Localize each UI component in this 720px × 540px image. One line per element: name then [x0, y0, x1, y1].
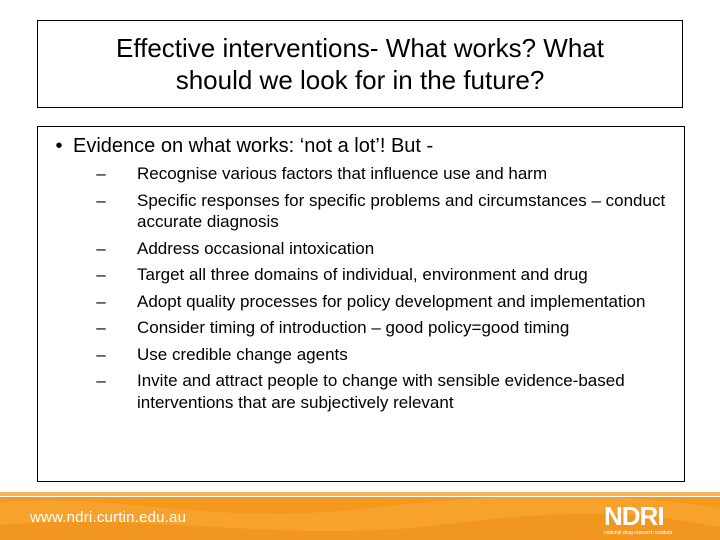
- main-bullet-text: Evidence on what works: ‘not a lot’! But -: [73, 135, 434, 157]
- content-box: [37, 126, 685, 482]
- dash-icon: –: [96, 291, 106, 311]
- sub-point: [89, 163, 679, 185]
- dash-icon: –: [96, 318, 106, 337]
- dash-icon: –: [96, 265, 106, 284]
- sub-point-text: Recognise various factors that influence use and harm: [137, 164, 548, 183]
- logo-wordmark: NDRI: [604, 501, 664, 531]
- sub-point-list: [89, 163, 679, 418]
- sub-point: [89, 317, 679, 339]
- dash-icon: –: [96, 371, 106, 390]
- dash-icon: –: [96, 344, 106, 364]
- sub-point: [89, 344, 679, 366]
- bullet-icon: •: [55, 135, 63, 157]
- dash-icon: –: [96, 190, 106, 210]
- sub-point-text: Specific responses for specific problems and circumstances – conduct accurate diagnosis: [137, 190, 666, 231]
- footer-divider: [0, 492, 720, 496]
- slide-title: Effective interventions- What works? What should we look for in the future?: [116, 33, 604, 95]
- sub-point-text: Address occasional intoxication: [137, 238, 375, 258]
- dash-icon: –: [96, 238, 106, 258]
- footer-url[interactable]: www.ndri.curtin.edu.au: [30, 509, 187, 526]
- sub-point: [89, 238, 679, 260]
- dash-icon: –: [96, 164, 106, 183]
- title-box: [37, 20, 683, 108]
- sub-point-text: Use credible change agents: [137, 344, 348, 364]
- sub-point-text: Invite and attract people to change with sensible evidence-based interventions that are subjectively relevant: [137, 371, 625, 412]
- sub-point-text: Consider timing of introduction – good policy=good timing: [137, 318, 570, 337]
- footer-bar: [0, 497, 720, 540]
- logo-subtext: national drug research institute: [604, 530, 673, 536]
- sub-point: [89, 370, 679, 413]
- ndri-logo: [604, 503, 682, 537]
- sub-point-text: Adopt quality processes for policy development and implementation: [137, 291, 646, 311]
- sub-point: [89, 291, 679, 313]
- sub-point-text: Target all three domains of individual, environment and drug: [137, 265, 588, 284]
- sub-point: [89, 190, 679, 233]
- main-bullet: [45, 134, 433, 158]
- sub-point: [89, 264, 679, 286]
